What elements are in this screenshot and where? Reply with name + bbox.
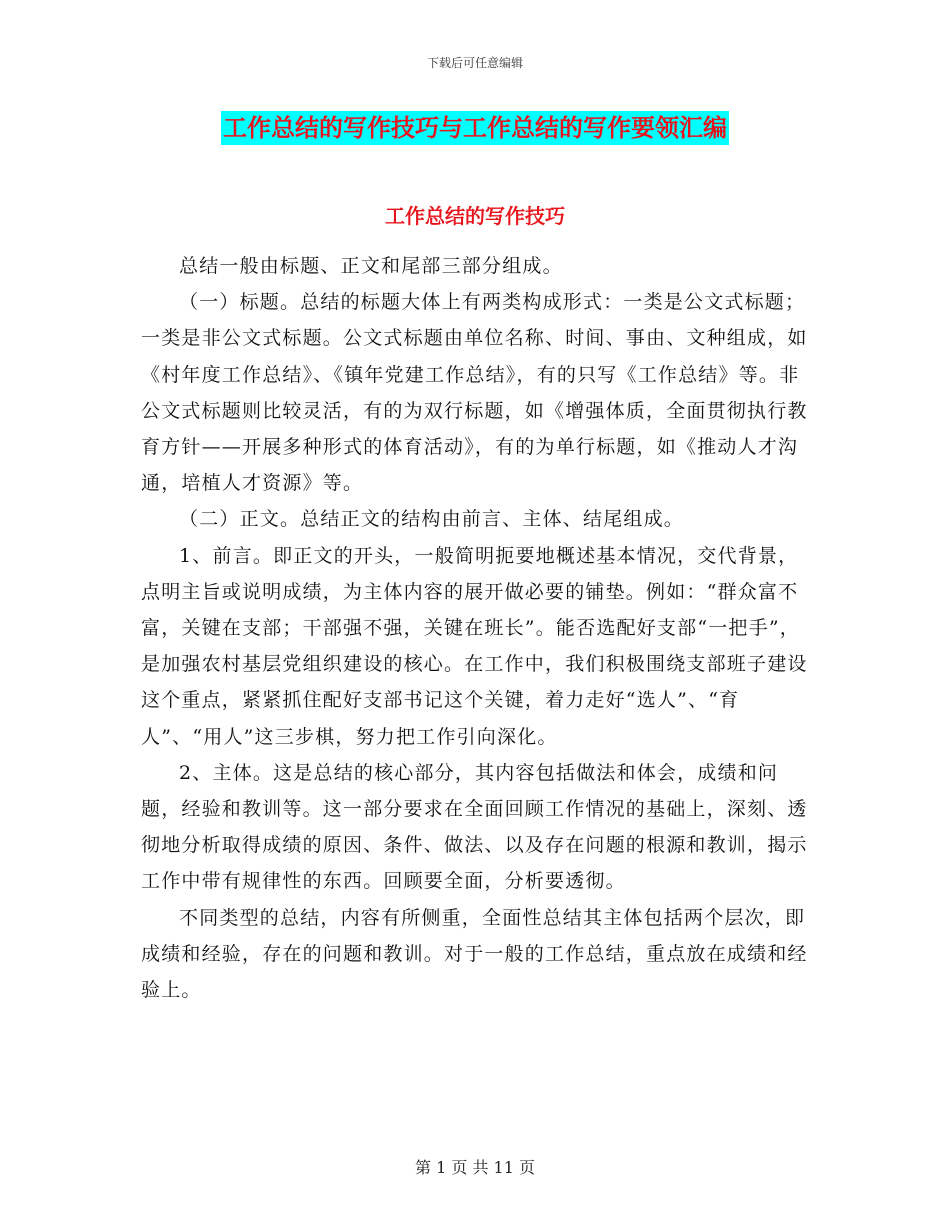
page-number: 第 1 页 共 11 页 xyxy=(415,1158,535,1177)
document-title: 工作总结的写作技巧与工作总结的写作要领汇编 xyxy=(221,111,729,145)
paragraph: 1、前言。即正文的开头，一般简明扼要地概述基本情况，交代背景，点明主旨或说明成绩，为主体内容的展开做必要的铺垫。例如：“群众富不富，关键在支部；干部强不强，关键在班长”。能否选配好支部“一把手”，是加强农村基层党组织建设的核心。在工作中，我们积极围绕支部班子建设这个重点，紧紧抓住配好支部书记这个关键，着力走好“选人”、“育人”、“用人”这三步棋，努力把工作引向深化。 xyxy=(141,544,808,748)
document-title-container xyxy=(0,111,950,145)
header-note: 下载后可任意编辑 xyxy=(426,56,523,70)
paragraph: 总结一般由标题、正文和尾部三部分组成。 xyxy=(179,255,563,277)
paragraph: 2、主体。这是总结的核心部分，其内容包括做法和体会，成绩和问题，经验和教训等。这一部分要求在全面回顾工作情况的基础上，深刻、透彻地分析取得成绩的原因、条件、做法、以及存在问题的根源和教训，揭示工作中带有规律性的东西。回顾要全面，分析要透彻。 xyxy=(141,761,808,893)
paragraph: 不同类型的总结，内容有所侧重，全面性总结其主体包括两个层次，即成绩和经验，存在的问题和教训。对于一般的工作总结，重点放在成绩和经验上。 xyxy=(141,906,808,1002)
section-title: 工作总结的写作技巧 xyxy=(385,204,565,228)
paragraph: （一）标题。总结的标题大体上有两类构成形式：一类是公文式标题；一类是非公文式标题。公文式标题由单位名称、时间、事由、文种组成，如《村年度工作总结》、《镇年党建工作总结》，有的只写《工作总结》等。非公文式标题则比较灵活，有的为双行标题，如《增强体质，全面贯彻执行教育方针——开展多种形式的体育活动》，有的为单行标题，如《推动人才沟通，培植人才资源》等。 xyxy=(141,291,808,495)
paragraph: （二）正文。总结正文的结构由前言、主体、结尾组成。 xyxy=(179,508,685,531)
document-body xyxy=(141,248,809,1008)
